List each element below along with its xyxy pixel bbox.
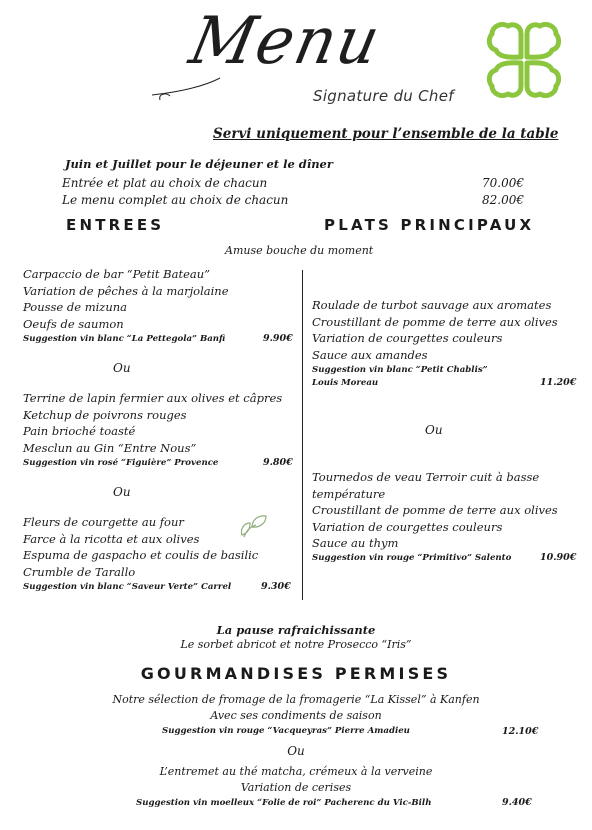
table-notice: Servi uniquement pour l’ensemble de la table [213,126,559,142]
column-divider [302,270,303,600]
dish-line: Fleurs de courgette au four [23,515,184,529]
entree-item [23,390,282,456]
dish-line: Terrine de lapin fermier aux olives et câpres [23,391,283,405]
dish-line: Oeufs de saumon [23,316,124,331]
dessert-line: Avec ses condiments de saison [210,709,382,722]
dish-line: température [312,486,386,501]
wine-suggestion: Suggestion vin blanc “Saveur Verte” Carrel [23,582,232,592]
formula-row-price: 82.00€ [482,193,524,207]
wine-price: 9.40€ [502,797,532,808]
dish-line: Crumble de Tarallo [23,564,136,579]
wine-price: 11.20€ [540,377,577,388]
wine-suggestion: Suggestion vin rouge “Primitivo” Salento [312,553,512,563]
wine-suggestion: Suggestion vin rouge “Vacqueyras” Pierre Amadieu [162,726,410,736]
wine-price: 9.30€ [261,581,291,592]
dessert-line: L’entremet au thé matcha, crémeux à la verveine [159,765,433,778]
or-separator: Ou [113,485,131,499]
dish-line: Mesclun au Gin “Entre Nous” [23,440,197,455]
clover-logo-icon [484,20,564,100]
wine-suggestion: Suggestion vin blanc “La Pettegola” Banfi [23,334,226,344]
wine-price: 12.10€ [502,726,539,737]
plat-item [312,469,558,552]
dish-line: Espuma de gaspacho et coulis de basilic [23,548,259,562]
wine-suggestion: Suggestion vin moelleux “Folie de roi” Pacherenc du Vic-Bilh [136,798,432,808]
wine-suggestion: Suggestion vin rosé “Figuière” Provence [23,458,219,468]
dish-line: Sauce aux amandes [312,347,428,362]
dessert-line: Notre sélection de fromage de la fromagerie “La Kissel” à Kanfen [112,693,480,706]
pause-text: Le sorbet abricot et notre Prosecco “Iris” [180,638,412,651]
dish-line: Ketchup de poivrons rouges [23,407,187,422]
dish-line: Pain brioché toasté [23,424,136,438]
dish-line: Carpaccio de bar “Petit Bateau” [23,267,211,281]
dish-line: Farce à la ricotta et aux olives [23,531,200,546]
dish-line: Variation de courgettes couleurs [312,519,503,534]
dish-line: Sauce au thym [312,536,399,550]
section-title-entrees: ENTREES [66,216,165,234]
section-title-gourmandises: GOURMANDISES PERMISES [140,664,452,683]
or-separator: Ou [287,744,305,758]
dish-line: Croustillant de pomme de terre aux olives [312,314,558,329]
entree-item [23,266,229,332]
pause-title: La pause rafraichissante [216,623,376,637]
dish-line: Croustillant de pomme de terre aux olives [312,503,558,517]
plat-item [312,297,558,363]
wine-price: 10.90€ [540,552,577,563]
wine-price: 9.80€ [263,457,293,468]
menu-title: Menu [183,2,389,79]
entree-item [23,514,258,580]
subtitle: Signature du Chef [313,87,454,105]
formula-row-label: Le menu complet au choix de chacun [62,193,289,207]
dish-line: Tournedos de veau Terroir cuit à basse [312,470,540,484]
formula-row-label: Entrée et plat au choix de chacun [62,176,268,190]
formula-heading: Juin et Juillet pour le déjeuner et le dîner [65,157,333,171]
dessert-line: Variation de cerises [240,781,352,794]
dish-line: Pousse de mizuna [23,300,127,314]
amuse-bouche: Amuse bouche du moment [225,244,374,257]
or-separator: Ou [113,361,131,375]
wine-suggestion: Suggestion vin blanc “Petit Chablis” [312,365,488,375]
wine-producer: Louis Moreau [312,378,379,388]
or-separator: Ou [425,423,443,437]
dish-line: Variation de courgettes couleurs [312,331,503,345]
dish-line: Roulade de turbot sauvage aux aromates [312,298,552,312]
wine-price: 9.90€ [263,333,293,344]
formula-row-price: 70.00€ [482,176,524,190]
dish-line: Variation de pêches à la marjolaine [23,283,229,298]
leaf-icon [238,513,270,539]
section-title-plats: PLATS PRINCIPAUX [324,216,535,234]
